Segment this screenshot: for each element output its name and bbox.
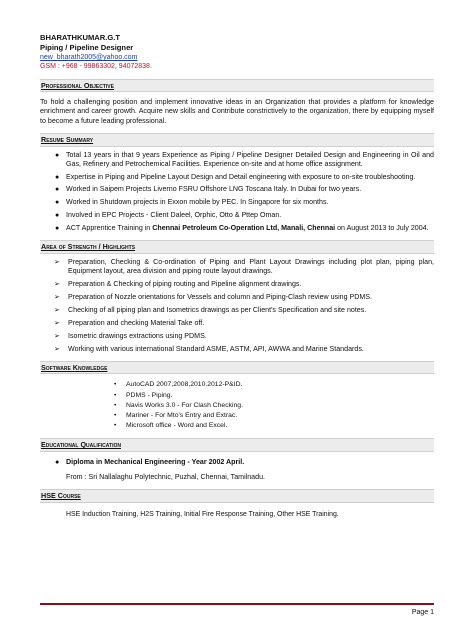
resume-page <box>40 33 434 519</box>
list-item: ➢ Preparation of Nozzle orientations for Vessels and column and Piping-Clash review using PDMS. <box>54 292 373 301</box>
education-institution: From : Sri Nallalaghu Polytechnic, Puzhal, Chennai, Tamilnadu. <box>66 472 265 481</box>
objective-text: To hold a challenging position and implement innovative ideas in an Organization that provides a platform for knowledge enrichment and career growth. Acquire new skills and Contribute constrictively to the organization, there by equipping myself to become a future leading professional. <box>40 98 434 125</box>
list-item: ● Worked in Shutdown projects in Exxon mobile by PEC. In Singapore for six months. <box>55 198 329 207</box>
section-heading-education: Educational Qualification <box>40 438 434 452</box>
list-item: ● ACT Apprentice Training in Chennai Petroleum Co-Operation Ltd, Manali, Chennai on August 2013 to July 2004. <box>55 223 429 232</box>
section-heading-summary: Resume Summary <box>40 133 434 147</box>
list-item: • PDMS - Piping. <box>114 391 173 399</box>
list-item: ➢ Preparation, Checking & Co-ordination of Piping and Plant Layout Drawings including plot plan, piping plan, Equipment layout, area division and piping route layout drawings. <box>54 257 434 275</box>
bullet-icon: • <box>114 391 117 399</box>
bullet-icon: ● <box>55 151 60 159</box>
list-item: ➢ Preparation & Checking of piping routing and Pipeline alignment drawings. <box>54 279 302 288</box>
bullet-icon: ● <box>55 173 60 181</box>
page-number: Page 1 <box>411 609 434 616</box>
list-item: ➢ Checking of all piping plan and Isometrics drawings as per Client's Specification and site notes. <box>54 305 367 314</box>
candidate-name: BHARATHKUMAR.G.T <box>40 33 121 42</box>
strength-list <box>40 258 434 354</box>
section-heading-objective: Professional Objective <box>40 79 434 93</box>
bullet-icon: • <box>114 381 117 389</box>
arrow-check-icon: ➢ <box>54 293 60 301</box>
list-item: ● Involved in EPC Projects - Client Daleel, Orphic, Otto & Pttep Oman. <box>55 210 282 219</box>
section-heading-strength: Area of Strength / Highlights <box>40 240 434 254</box>
bullet-icon: ● <box>55 457 60 466</box>
education-degree: ● Diploma in Mechanical Engineering - Year 2002 April. <box>55 457 245 466</box>
list-item: ➢ Preparation and checking Material Take off. <box>54 318 205 327</box>
gsm-number: GSM : +968 - 99863302, 94072838. <box>40 63 152 71</box>
bullet-icon: ● <box>55 211 60 219</box>
list-item: ● Total 13 years in that 9 years Experience as Piping / Pipeline Designer Detailed Design and Engineering in Oil and Gas, Refinery and Petrochemical Facilities. Experience on-site and at home office assignment. <box>55 150 434 168</box>
list-item: ● Worked in Saipem Projects Liverno FSRU Offshore LNG Toscana Italy. In Dubai for two years. <box>55 185 362 194</box>
bullet-icon: ● <box>55 186 60 194</box>
arrow-check-icon: ➢ <box>54 319 60 327</box>
list-item: ➢ Isometric drawings extractions using PDMS. <box>54 331 207 340</box>
email-link[interactable]: new_bharath2005@yahoo.com <box>40 54 138 62</box>
list-item: ● Expertise in Piping and Pipeline Layout Design and Detail engineering with exposure to on-site troubleshooting. <box>55 172 416 181</box>
software-list <box>40 381 434 431</box>
bullet-icon: • <box>114 401 117 409</box>
section-heading-hse: HSE Course <box>40 489 434 503</box>
arrow-check-icon: ➢ <box>54 345 60 353</box>
bullet-icon: • <box>114 422 117 430</box>
summary-list <box>40 151 434 233</box>
list-item: • Navis Works 3.0 - For Clash Checking. <box>114 401 243 409</box>
list-item: • Mariner - For Mto's Entry and Extrac. <box>114 411 238 419</box>
list-item: • AutoCAD 2007,2008,2010.2012-P&ID. <box>114 381 243 389</box>
hse-text: HSE Induction Training, H2S Training, Initial Fire Response Training, Other HSE Training. <box>66 510 339 518</box>
candidate-title: Piping / Pipeline Designer <box>40 43 134 53</box>
bullet-icon: • <box>114 411 117 419</box>
bullet-icon: ● <box>55 224 60 232</box>
arrow-check-icon: ➢ <box>54 306 60 314</box>
arrow-check-icon: ➢ <box>54 280 60 288</box>
section-heading-software: Software Knowledge <box>40 361 434 375</box>
arrow-check-icon: ➢ <box>54 258 60 266</box>
arrow-check-icon: ➢ <box>54 332 60 340</box>
bullet-icon: ● <box>55 199 60 207</box>
footer-rule <box>40 603 434 605</box>
list-item: • Microsoft office - Word and Excel. <box>114 422 228 430</box>
list-item: ➢ Working with various international Standard ASME, ASTM, API, AWWA and Marine Standards. <box>54 344 364 353</box>
